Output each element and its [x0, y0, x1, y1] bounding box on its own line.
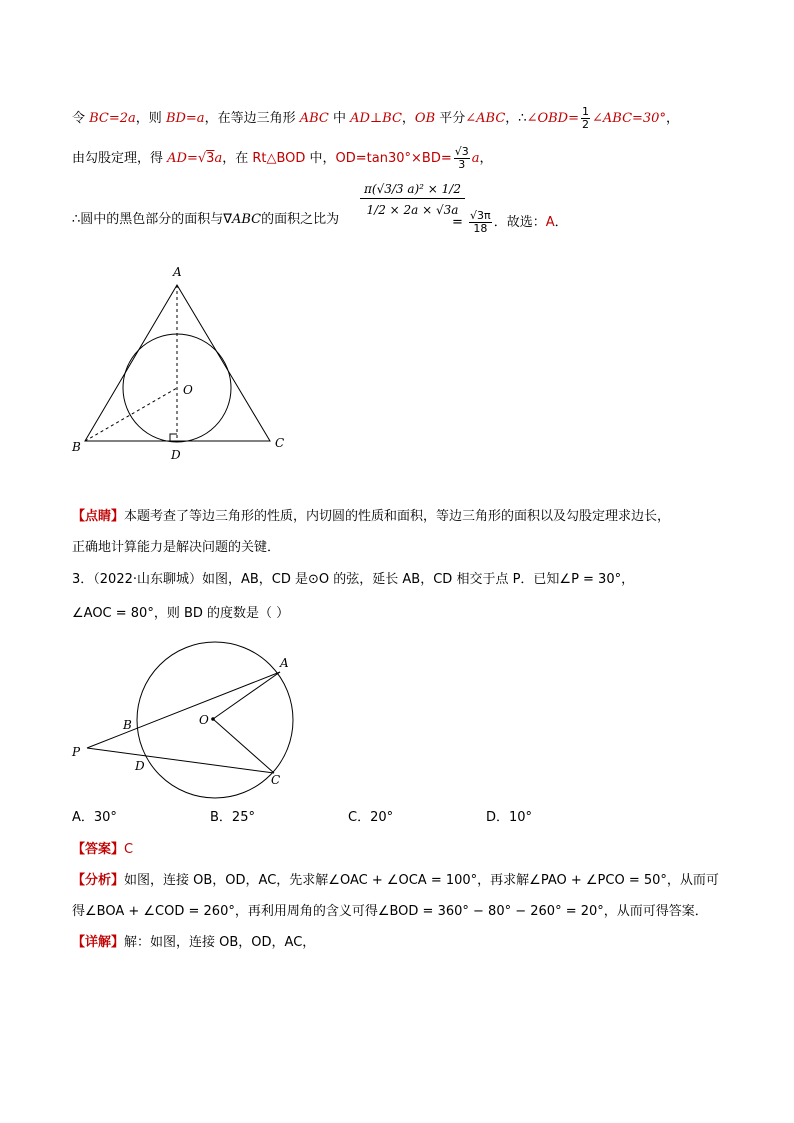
frac-num: √3 [454, 145, 469, 158]
math: ABC [299, 111, 329, 126]
detail-tag: 【详解】 [72, 935, 125, 950]
text: 的面积之比为 [261, 212, 340, 227]
frac-den: 2 [582, 118, 589, 131]
option-a: A．30° [72, 810, 117, 825]
comment-line-1 [72, 507, 670, 527]
label-d: D [135, 759, 145, 773]
radius-oa [213, 672, 280, 719]
frac-den: 1/2 × 2a × √3a [366, 203, 459, 217]
text: ∴圆中的黑色部分的面积与∇ [72, 212, 232, 227]
math: OD=tan30°×BD= [335, 151, 452, 166]
comment-text: 正确地计算能力是解决问题的关键． [72, 540, 281, 555]
text: ， [665, 111, 679, 126]
secant-pa [87, 672, 280, 748]
text: 令 [72, 111, 90, 126]
label-b: B [72, 440, 81, 454]
answer-options [72, 808, 624, 828]
text: ， [401, 111, 415, 126]
question-text: ∠AOC = 80°，则 BD 的度数是（ ） [72, 606, 290, 621]
center-dot [211, 717, 215, 721]
option-c: C．20° [348, 810, 394, 825]
frac-num: π(√3/3 a)² × 1/2 [360, 180, 465, 199]
question-3-line-1 [72, 570, 634, 590]
label-o: O [199, 713, 209, 727]
comment-text: 本题考查了等边三角形的性质，内切圆的性质和面积，等边三角形的面积以及勾股定理求边长， [124, 509, 671, 524]
label-o: O [183, 383, 193, 397]
question-3-line-2 [72, 604, 289, 624]
detail-text: 解：如图，连接 OB，OD，AC， [124, 935, 316, 950]
analysis-line-2 [72, 902, 708, 922]
math: ABC [231, 212, 262, 227]
math: ∠OBD= [526, 111, 579, 126]
math: AD= [167, 151, 198, 166]
math: OB [414, 111, 436, 126]
equals: = [452, 215, 463, 230]
math: AD⊥BC [350, 111, 402, 126]
text: ， [479, 151, 493, 166]
frac-den: 18 [473, 222, 488, 235]
analysis-text: 如图，连接 OB，OD，AC，先求解∠OAC + ∠OCA = 100°，再求解∠PAO + ∠PCO = 50°，从而可 [124, 873, 719, 888]
secant-pc [87, 748, 274, 773]
right-angle-mark [170, 434, 177, 441]
math: a [214, 151, 223, 166]
frac-num: √3π [470, 209, 491, 222]
math: a [471, 151, 480, 166]
text: ，则 [135, 111, 166, 126]
sqrt-arg: 3 [206, 151, 215, 166]
text: 平分 [435, 111, 466, 126]
text: 中 [328, 111, 351, 126]
comment-tag: 【点睛】 [72, 509, 125, 524]
math: ∠ABC=30° [592, 111, 666, 126]
sqrt: √3 [197, 151, 215, 166]
text: ，∴ [505, 111, 527, 126]
text: ，在 [222, 151, 253, 166]
answer-letter: A [545, 215, 555, 230]
math: BC=2a [89, 111, 136, 126]
math: Rt△BOD [252, 151, 306, 166]
label-p: P [72, 745, 81, 759]
text: ，在等边三角形 [204, 111, 300, 126]
analysis-tag: 【分析】 [72, 873, 125, 888]
text: ．故选： [493, 215, 546, 230]
label-c: C [271, 773, 281, 787]
circle-o [137, 642, 293, 798]
analysis-text: 得∠BOA + ∠COD = 260°，再利用周角的含义可得∠BOD = 360° − 80° − 260° = 20°，从而可得答案． [72, 904, 708, 919]
option-d: D．10° [486, 810, 533, 825]
detail-line [72, 933, 315, 953]
label-b: B [123, 718, 132, 732]
segment-ob [85, 388, 177, 441]
label-c: C [275, 436, 285, 450]
math: ∠ABC [465, 111, 506, 126]
comment-line-2 [72, 538, 280, 558]
radius-oc [213, 719, 274, 773]
answer-line [72, 840, 133, 860]
option-b: B．25° [210, 810, 255, 825]
text: 中， [305, 151, 336, 166]
label-a: A [280, 656, 289, 670]
question-text: 3．（2022·山东聊城）如图，AB，CD 是⊙O 的弦，延长 AB，CD 相交于点 P．已知∠P = 30°， [72, 572, 635, 587]
text: ． [554, 215, 568, 230]
answer-value: C [124, 842, 134, 857]
math: BD=a [165, 111, 205, 126]
label-a: A [173, 265, 182, 279]
text: 由勾股定理，得 [72, 151, 168, 166]
answer-tag: 【答案】 [72, 842, 125, 857]
label-d: D [171, 448, 181, 462]
frac-den: 3 [458, 158, 466, 171]
frac-num: 1 [582, 105, 589, 118]
analysis-line-1 [72, 871, 719, 891]
